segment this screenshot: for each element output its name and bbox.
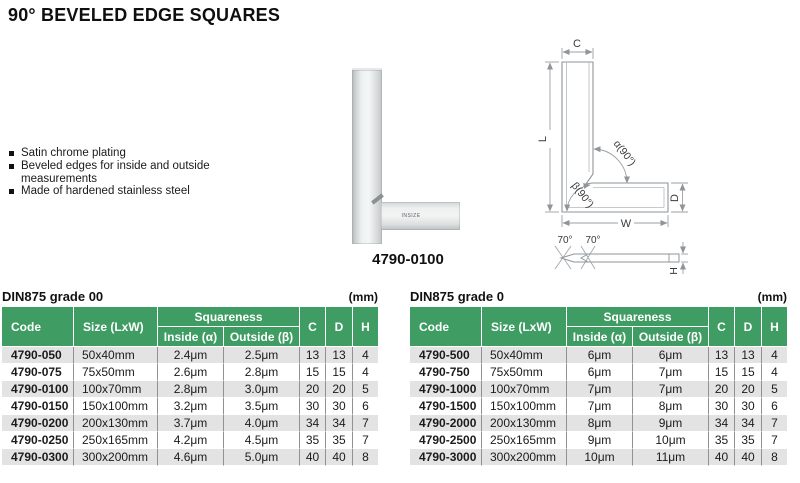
table-cell: 4.0μm [224,415,300,432]
table-cell: 4790-075 [2,364,74,381]
cross-section-outline [561,254,679,262]
table-cell: 4790-0100 [2,381,74,398]
col-header-squareness: Squareness [567,307,709,327]
col-header-inside: Inside (α) [567,327,633,347]
table-cell: 2.8μm [158,381,224,398]
table-cell: 4790-0200 [2,415,74,432]
table-cell: 75x50mm [482,364,567,381]
feature-item: Made of hardened stainless steel [8,185,226,198]
table-cell: 4790-2000 [410,415,482,432]
table-cell: 4 [762,364,787,381]
table-cell: 8μm [567,415,633,432]
table-cell: 6 [762,398,787,415]
table-cell: 10μm [633,432,709,449]
col-header-inside: Inside (α) [158,327,224,347]
table-cell: 34 [300,415,326,432]
page-title: 90° BEVELED EDGE SQUARES [8,5,281,25]
dim-h-lines [681,242,688,274]
table-cell: 35 [326,432,353,449]
table-row [410,381,787,398]
table-unit: (mm) [757,290,787,304]
col-header-d: D [326,307,353,347]
dim-w-lines [562,215,668,227]
table-cell: 9μm [567,432,633,449]
table-cell: 2.4μm [158,347,224,364]
table-cell: 4790-500 [410,347,482,364]
spec-table [2,307,378,466]
table-cell: 8 [762,449,787,466]
table-cell: 4.5μm [224,432,300,449]
table-cell: 4790-0250 [2,432,74,449]
angle-label-alpha: α(90°) [610,138,639,169]
table-row [2,347,378,364]
spec-table-grade0 [410,289,787,466]
table-cell: 4790-0150 [2,398,74,415]
table-cell: 4 [762,347,787,364]
feature-list [8,147,226,198]
table-cell: 8 [353,449,378,466]
table-cell: 20 [709,381,735,398]
table-cell: 4790-2500 [410,432,482,449]
table-row [410,449,787,466]
table-cell: 250x165mm [74,432,158,449]
technical-diagram [530,35,795,280]
table-cell: 7 [762,415,787,432]
dim-label-w: W [620,218,632,230]
table-cell: 20 [326,381,353,398]
table-cell: 4.2μm [158,432,224,449]
table-cell: 200x130mm [482,415,567,432]
table-title: DIN875 grade 0 [410,289,504,304]
table-cell: 15 [709,364,735,381]
table-cell: 6μm [567,364,633,381]
table-cell: 50x40mm [482,347,567,364]
table-cell: 4790-3000 [410,449,482,466]
table-cell: 150x100mm [482,398,567,415]
table-cell: 5.0μm [224,449,300,466]
dim-label-l: L [537,135,549,143]
table-cell: 200x130mm [74,415,158,432]
table-cell: 15 [300,364,326,381]
feature-item: Beveled edges for inside and outside measurements [8,160,226,186]
table-cell: 15 [326,364,353,381]
table-cell: 30 [300,398,326,415]
col-header-c: C [709,307,735,347]
table-cell: 300x200mm [74,449,158,466]
table-title: DIN875 grade 00 [2,289,104,304]
spec-table [410,307,787,466]
table-cell: 75x50mm [74,364,158,381]
table-cell: 4790-750 [410,364,482,381]
table-cell: 7 [762,432,787,449]
angle-label-70-right: 70° [585,235,601,246]
table-cell: 2.8μm [224,364,300,381]
table-cell: 6μm [633,347,709,364]
col-header-size: Size (LxW) [74,307,158,347]
table-cell: 3.2μm [158,398,224,415]
table-cell: 8μm [633,398,709,415]
table-row [410,415,787,432]
table-cell: 4790-1000 [410,381,482,398]
col-header-size: Size (LxW) [482,307,567,347]
table-cell: 40 [300,449,326,466]
col-header-code: Code [2,307,74,347]
dim-label-c: C [573,38,581,50]
table-row [410,432,787,449]
table-cell: 30 [326,398,353,415]
table-row [2,398,378,415]
table-cell: 150x100mm [74,398,158,415]
table-cell: 4 [353,347,378,364]
table-cell: 3.7μm [158,415,224,432]
table-row [2,381,378,398]
product-code-caption: 4790-0100 [372,251,444,268]
table-cell: 34 [709,415,735,432]
table-cell: 13 [735,347,762,364]
table-row [2,364,378,381]
table-body [410,347,787,466]
table-cell: 7μm [633,381,709,398]
col-header-h: H [353,307,378,347]
table-cell: 3.5μm [224,398,300,415]
angle-label-70-left: 70° [557,235,573,246]
table-cell: 4.6μm [158,449,224,466]
dim-label-d: D [669,194,681,202]
table-cell: 6μm [567,347,633,364]
table-cell: 30 [735,398,762,415]
table-cell: 10μm [567,449,633,466]
col-header-h: H [762,307,787,347]
table-cell: 15 [735,364,762,381]
table-row [2,432,378,449]
table-cell: 7μm [567,398,633,415]
table-cell: 40 [709,449,735,466]
table-cell: 7 [353,432,378,449]
table-cell: 9μm [633,415,709,432]
table-cell: 34 [326,415,353,432]
table-cell: 7μm [567,381,633,398]
table-cell: 30 [709,398,735,415]
table-cell: 34 [735,415,762,432]
table-cell: 35 [735,432,762,449]
col-header-d: D [735,307,762,347]
table-cell: 35 [709,432,735,449]
product-photo-blade [352,68,382,244]
table-row [410,364,787,381]
table-cell: 4790-1500 [410,398,482,415]
feature-item: Satin chrome plating [8,147,226,160]
col-header-code: Code [410,307,482,347]
table-cell: 2.5μm [224,347,300,364]
table-cell: 6 [353,398,378,415]
table-cell: 3.0μm [224,381,300,398]
table-cell: 4790-0300 [2,449,74,466]
table-cell: 7μm [633,364,709,381]
table-cell: 13 [300,347,326,364]
col-header-outside: Outside (β) [633,327,709,347]
angle-label-beta: β(90°) [568,180,596,211]
brand-logo: INSIZE [401,213,421,219]
table-row [2,415,378,432]
table-row [410,398,787,415]
table-cell: 7 [353,415,378,432]
table-cell: 35 [300,432,326,449]
dim-label-h: H [668,267,680,275]
table-unit: (mm) [348,290,378,304]
table-cell: 11μm [633,449,709,466]
table-cell: 250x165mm [482,432,567,449]
table-row [2,449,378,466]
table-cell: 50x40mm [74,347,158,364]
table-row [410,347,787,364]
table-cell: 100x70mm [74,381,158,398]
table-cell: 13 [326,347,353,364]
col-header-c: C [300,307,326,347]
table-cell: 5 [353,381,378,398]
spec-table-grade00 [2,289,378,466]
table-cell: 300x200mm [482,449,567,466]
table-cell: 20 [735,381,762,398]
table-cell: 100x70mm [482,381,567,398]
table-cell: 40 [735,449,762,466]
table-cell: 5 [762,381,787,398]
table-cell: 2.6μm [158,364,224,381]
col-header-squareness: Squareness [158,307,300,327]
col-header-outside: Outside (β) [224,327,300,347]
table-cell: 20 [300,381,326,398]
table-body [2,347,378,466]
table-cell: 4790-050 [2,347,74,364]
table-cell: 4 [353,364,378,381]
table-cell: 13 [709,347,735,364]
table-cell: 40 [326,449,353,466]
